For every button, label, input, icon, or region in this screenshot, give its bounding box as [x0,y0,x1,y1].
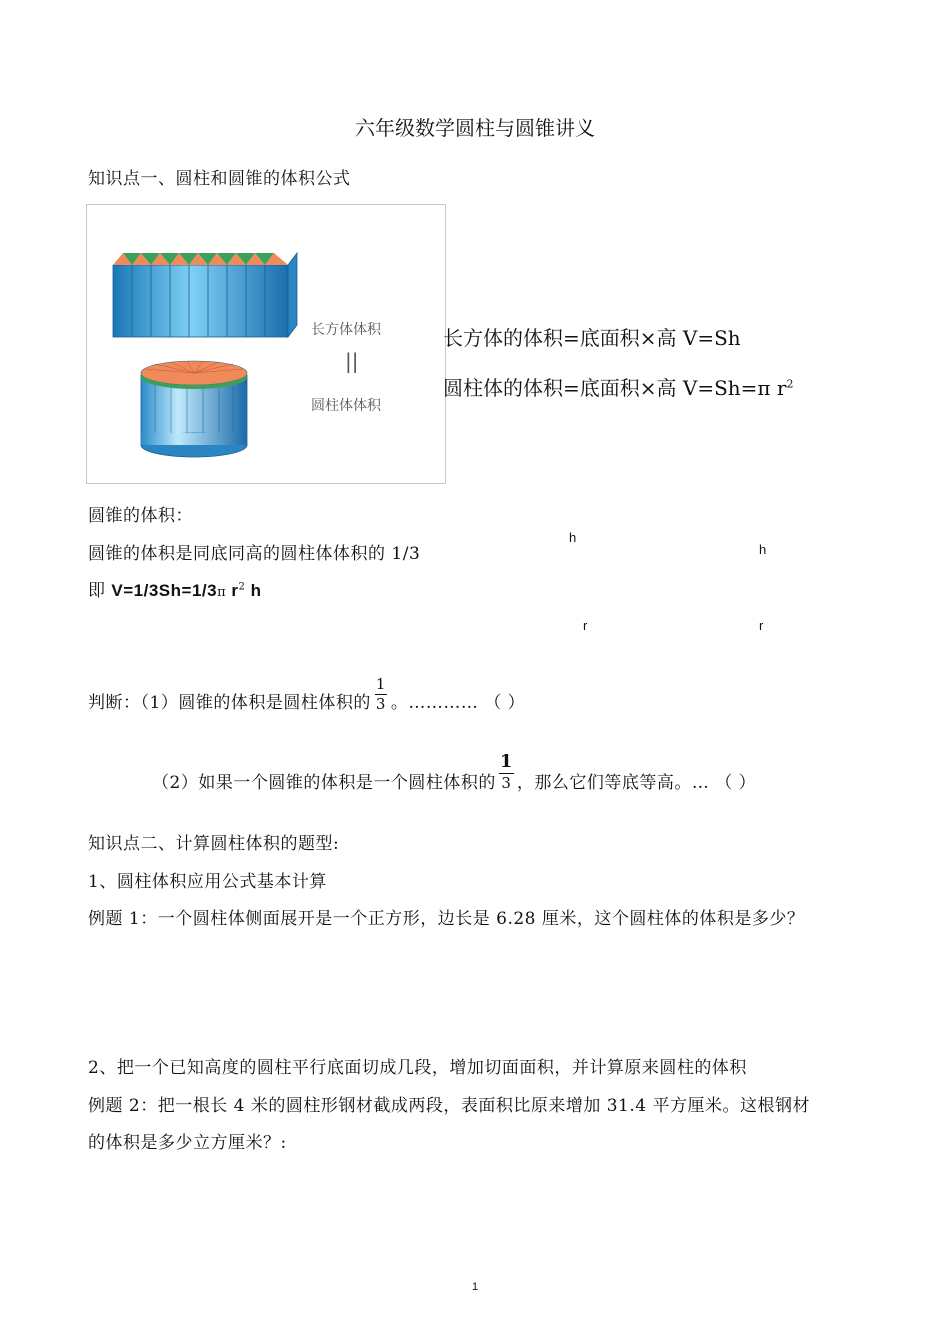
example2-line1: 例题 2：把一根长 4 米的圆柱形钢材截成两段，表面积比原来增加 31.4 平方厘米。这根钢材 [88,1096,811,1116]
q2-frac-num: 1 [499,751,513,772]
page-title: 六年级数学圆柱与圆锥讲义 [355,116,595,140]
q1-frac-den: 3 [375,694,386,713]
section2-item1: 1、圆柱体积应用公式基本计算 [88,872,327,892]
judgement-q1 [88,670,525,730]
formula-cylinder: 圆柱体的体积=底面积×高 V=Sh=π r [443,376,787,400]
judgement-q2 [152,745,756,815]
cone-formula-sup: 2 [238,581,246,593]
cuboid-strips [113,253,297,337]
q2-fraction [499,753,514,791]
q1-fraction [375,674,387,713]
section2-item2: 2、把一个已知高度的圆柱平行底面切成几段，增加切面面积，并计算原来圆柱的体积 [88,1058,747,1078]
label-h-right: h [759,542,767,557]
page-number: 1 [471,1281,479,1293]
q1-prefix: 判断：（1）圆锥的体积是圆柱体积的 [88,692,371,713]
cone-formula-prefix: 即 [88,581,112,601]
cone-formula: V=1/3Sh=1/3 [111,581,218,600]
cone-line1: 圆锥的体积是同底同高的圆柱体体积的 1/3 [88,544,421,564]
section2-heading: 知识点二、计算圆柱体积的题型: [88,834,340,854]
formula-cylinder-line [443,372,793,401]
cylinder-shape [141,361,247,457]
q2-prefix: （2）如果一个圆锥的体积是一个圆柱体积的 [152,772,496,793]
label-cuboid-volume: 长方体体积 [311,322,381,338]
cone-heading: 圆锥的体积： [88,506,193,526]
q1-frac-num: 1 [375,674,386,693]
cone-formula-r: r [226,581,239,600]
example1: 例题 1：一个圆柱体侧面展开是一个正方形，边长是 6.28 厘米，这个圆柱体的体积是多少？ [88,909,805,929]
equal-sign: || [345,349,359,373]
label-r-left: r [583,618,588,633]
q2-frac-den: 3 [501,774,512,792]
pi-symbol: π [217,585,227,600]
label-cylinder-volume: 圆柱体体积 [311,398,381,414]
label-h-left: h [569,530,577,545]
label-r-right: r [759,618,764,633]
q1-suffix: 。………… （ ） [390,692,526,713]
q2-suffix: ，那么它们等底等高。… （ ） [516,772,757,793]
cone-formula-line [88,576,261,601]
cone-formula-h: h [245,581,262,600]
volume-figure [86,204,446,484]
cuboid-cylinder-illustration [87,205,445,483]
formula-cuboid: 长方体的体积=底面积×高 V=Sh [443,326,741,350]
example2-line2: 的体积是多少立方厘米？: [88,1133,287,1153]
formula-cylinder-sup: 2 [786,377,794,391]
section1-heading: 知识点一、圆柱和圆锥的体积公式 [88,169,351,189]
